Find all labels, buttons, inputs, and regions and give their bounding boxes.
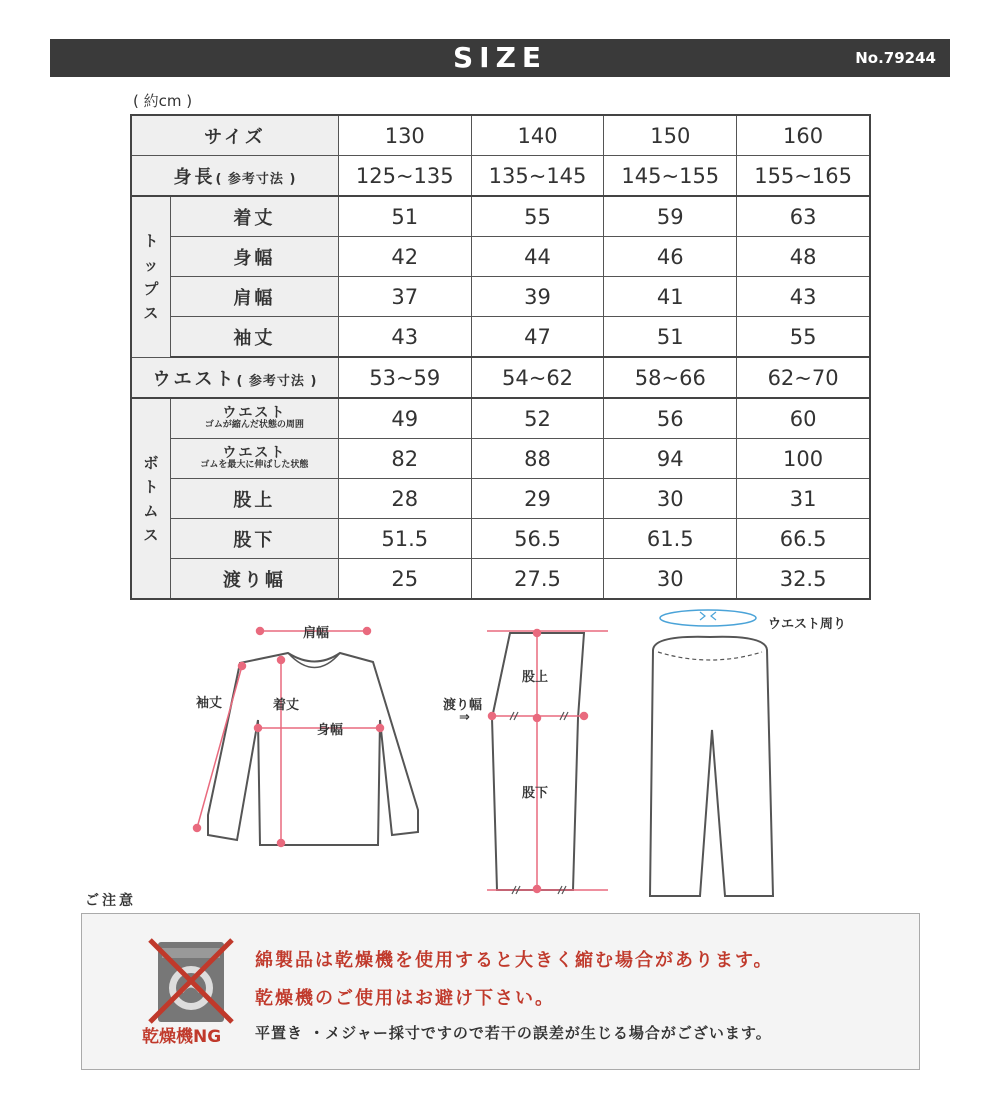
table-cell: 27.5 — [471, 559, 604, 600]
table-cell: 94 — [604, 439, 737, 479]
tops-label: 袖丈 — [170, 317, 338, 358]
bottoms-row — [131, 439, 870, 479]
waist-cell: 54~62 — [471, 357, 604, 398]
bottoms-row — [131, 559, 870, 600]
hash-marks — [510, 712, 568, 894]
bottoms-label: ウエスト ゴムが縮んだ状態の周囲 — [170, 398, 338, 439]
height-cell: 155~165 — [737, 156, 870, 197]
bottoms-group-label: ボ ト ム ス — [131, 398, 170, 599]
table-cell: 29 — [471, 479, 604, 519]
tops-label: 身幅 — [170, 237, 338, 277]
table-cell: 88 — [471, 439, 604, 479]
height-label: 身長( 参考寸法 ) — [131, 156, 338, 197]
notice-box — [81, 913, 920, 1070]
height-cell: 125~135 — [338, 156, 471, 197]
inseam-measure — [487, 722, 608, 893]
body-length-measure — [278, 657, 285, 847]
table-cell: 56 — [604, 398, 737, 439]
size-cell: 140 — [471, 115, 604, 156]
dryer-ng-label: 乾燥機NG — [142, 1027, 222, 1047]
size-row — [131, 115, 870, 156]
table-cell: 55 — [471, 196, 604, 237]
thigh-arrow-label: ⇒ — [459, 710, 470, 725]
waist-cell: 62~70 — [737, 357, 870, 398]
table-cell: 51 — [338, 196, 471, 237]
rise-label: 股上 — [522, 670, 549, 685]
unit-note: ( 約cm ) — [133, 92, 193, 110]
size-table — [130, 114, 871, 600]
table-cell: 25 — [338, 559, 471, 600]
tops-label: 着丈 — [170, 196, 338, 237]
tops-row — [131, 196, 870, 237]
garment-diagram-svg — [0, 600, 1000, 900]
notice-line-1: 綿製品は乾燥機を使用すると大きく縮む場合があります。 — [255, 950, 774, 971]
product-number: No.79244 — [855, 49, 936, 67]
table-cell: 44 — [471, 237, 604, 277]
table-cell: 31 — [737, 479, 870, 519]
shoulder-label: 肩幅 — [303, 626, 330, 641]
notice-line-3: 平置き ・メジャー採寸ですので若干の誤差が生じる場合がございます。 — [255, 1024, 772, 1042]
table-cell: 28 — [338, 479, 471, 519]
table-cell: 42 — [338, 237, 471, 277]
table-cell: 39 — [471, 277, 604, 317]
size-label: サイズ — [131, 115, 338, 156]
tshirt-illustration — [208, 653, 418, 845]
tops-row — [131, 317, 870, 358]
size-cell: 130 — [338, 115, 471, 156]
height-row — [131, 156, 870, 197]
height-cell: 145~155 — [604, 156, 737, 197]
pants-front-illustration — [650, 637, 773, 896]
table-cell: 51.5 — [338, 519, 471, 559]
table-cell: 43 — [737, 277, 870, 317]
size-header — [50, 39, 950, 77]
table-cell: 32.5 — [737, 559, 870, 600]
dryer-ng-icon — [146, 936, 236, 1026]
table-cell: 46 — [604, 237, 737, 277]
size-title: SIZE — [452, 41, 547, 74]
bottoms-label: ウエスト ゴムを最大に伸ばした状態 — [170, 439, 338, 479]
table-cell: 55 — [737, 317, 870, 358]
table-cell: 59 — [604, 196, 737, 237]
notice-title: ご注意 — [85, 893, 136, 909]
tops-label: 肩幅 — [170, 277, 338, 317]
waist-around-measure — [660, 610, 756, 626]
bottoms-label: 股上 — [170, 479, 338, 519]
waist-row — [131, 357, 870, 398]
waist-cell: 58~66 — [604, 357, 737, 398]
table-cell: 49 — [338, 398, 471, 439]
table-cell: 48 — [737, 237, 870, 277]
size-cell: 160 — [737, 115, 870, 156]
table-cell: 41 — [604, 277, 737, 317]
table-cell: 30 — [604, 479, 737, 519]
table-cell: 43 — [338, 317, 471, 358]
table-cell: 61.5 — [604, 519, 737, 559]
inseam-label: 股下 — [522, 786, 549, 801]
bottoms-row — [131, 519, 870, 559]
waist-around-label: ウエスト周り — [768, 617, 847, 632]
tops-row — [131, 237, 870, 277]
thigh-label: 渡り幅 — [443, 698, 483, 713]
bottoms-label: 渡り幅 — [170, 559, 338, 600]
table-cell: 56.5 — [471, 519, 604, 559]
height-cell: 135~145 — [471, 156, 604, 197]
table-cell: 30 — [604, 559, 737, 600]
waist-cell: 53~59 — [338, 357, 471, 398]
table-cell: 100 — [737, 439, 870, 479]
waist-label: ウエスト( 参考寸法 ) — [131, 357, 338, 398]
width-label: 身幅 — [317, 723, 344, 738]
tops-group-label: ト ッ プ ス — [131, 196, 170, 357]
size-cell: 150 — [604, 115, 737, 156]
notice-line-2: 乾燥機のご使用はお避け下さい。 — [255, 988, 555, 1009]
bottoms-label: 股下 — [170, 519, 338, 559]
measurement-diagram — [0, 600, 1000, 900]
table-cell: 82 — [338, 439, 471, 479]
tops-row — [131, 277, 870, 317]
table-cell: 60 — [737, 398, 870, 439]
table-cell: 47 — [471, 317, 604, 358]
table-cell: 51 — [604, 317, 737, 358]
table-cell: 37 — [338, 277, 471, 317]
bottoms-row — [131, 479, 870, 519]
length-label: 着丈 — [273, 698, 300, 713]
table-cell: 52 — [471, 398, 604, 439]
table-cell: 63 — [737, 196, 870, 237]
sleeve-length-measure — [194, 663, 246, 832]
bottoms-row — [131, 398, 870, 439]
sleeve-label: 袖丈 — [196, 696, 223, 711]
table-cell: 66.5 — [737, 519, 870, 559]
